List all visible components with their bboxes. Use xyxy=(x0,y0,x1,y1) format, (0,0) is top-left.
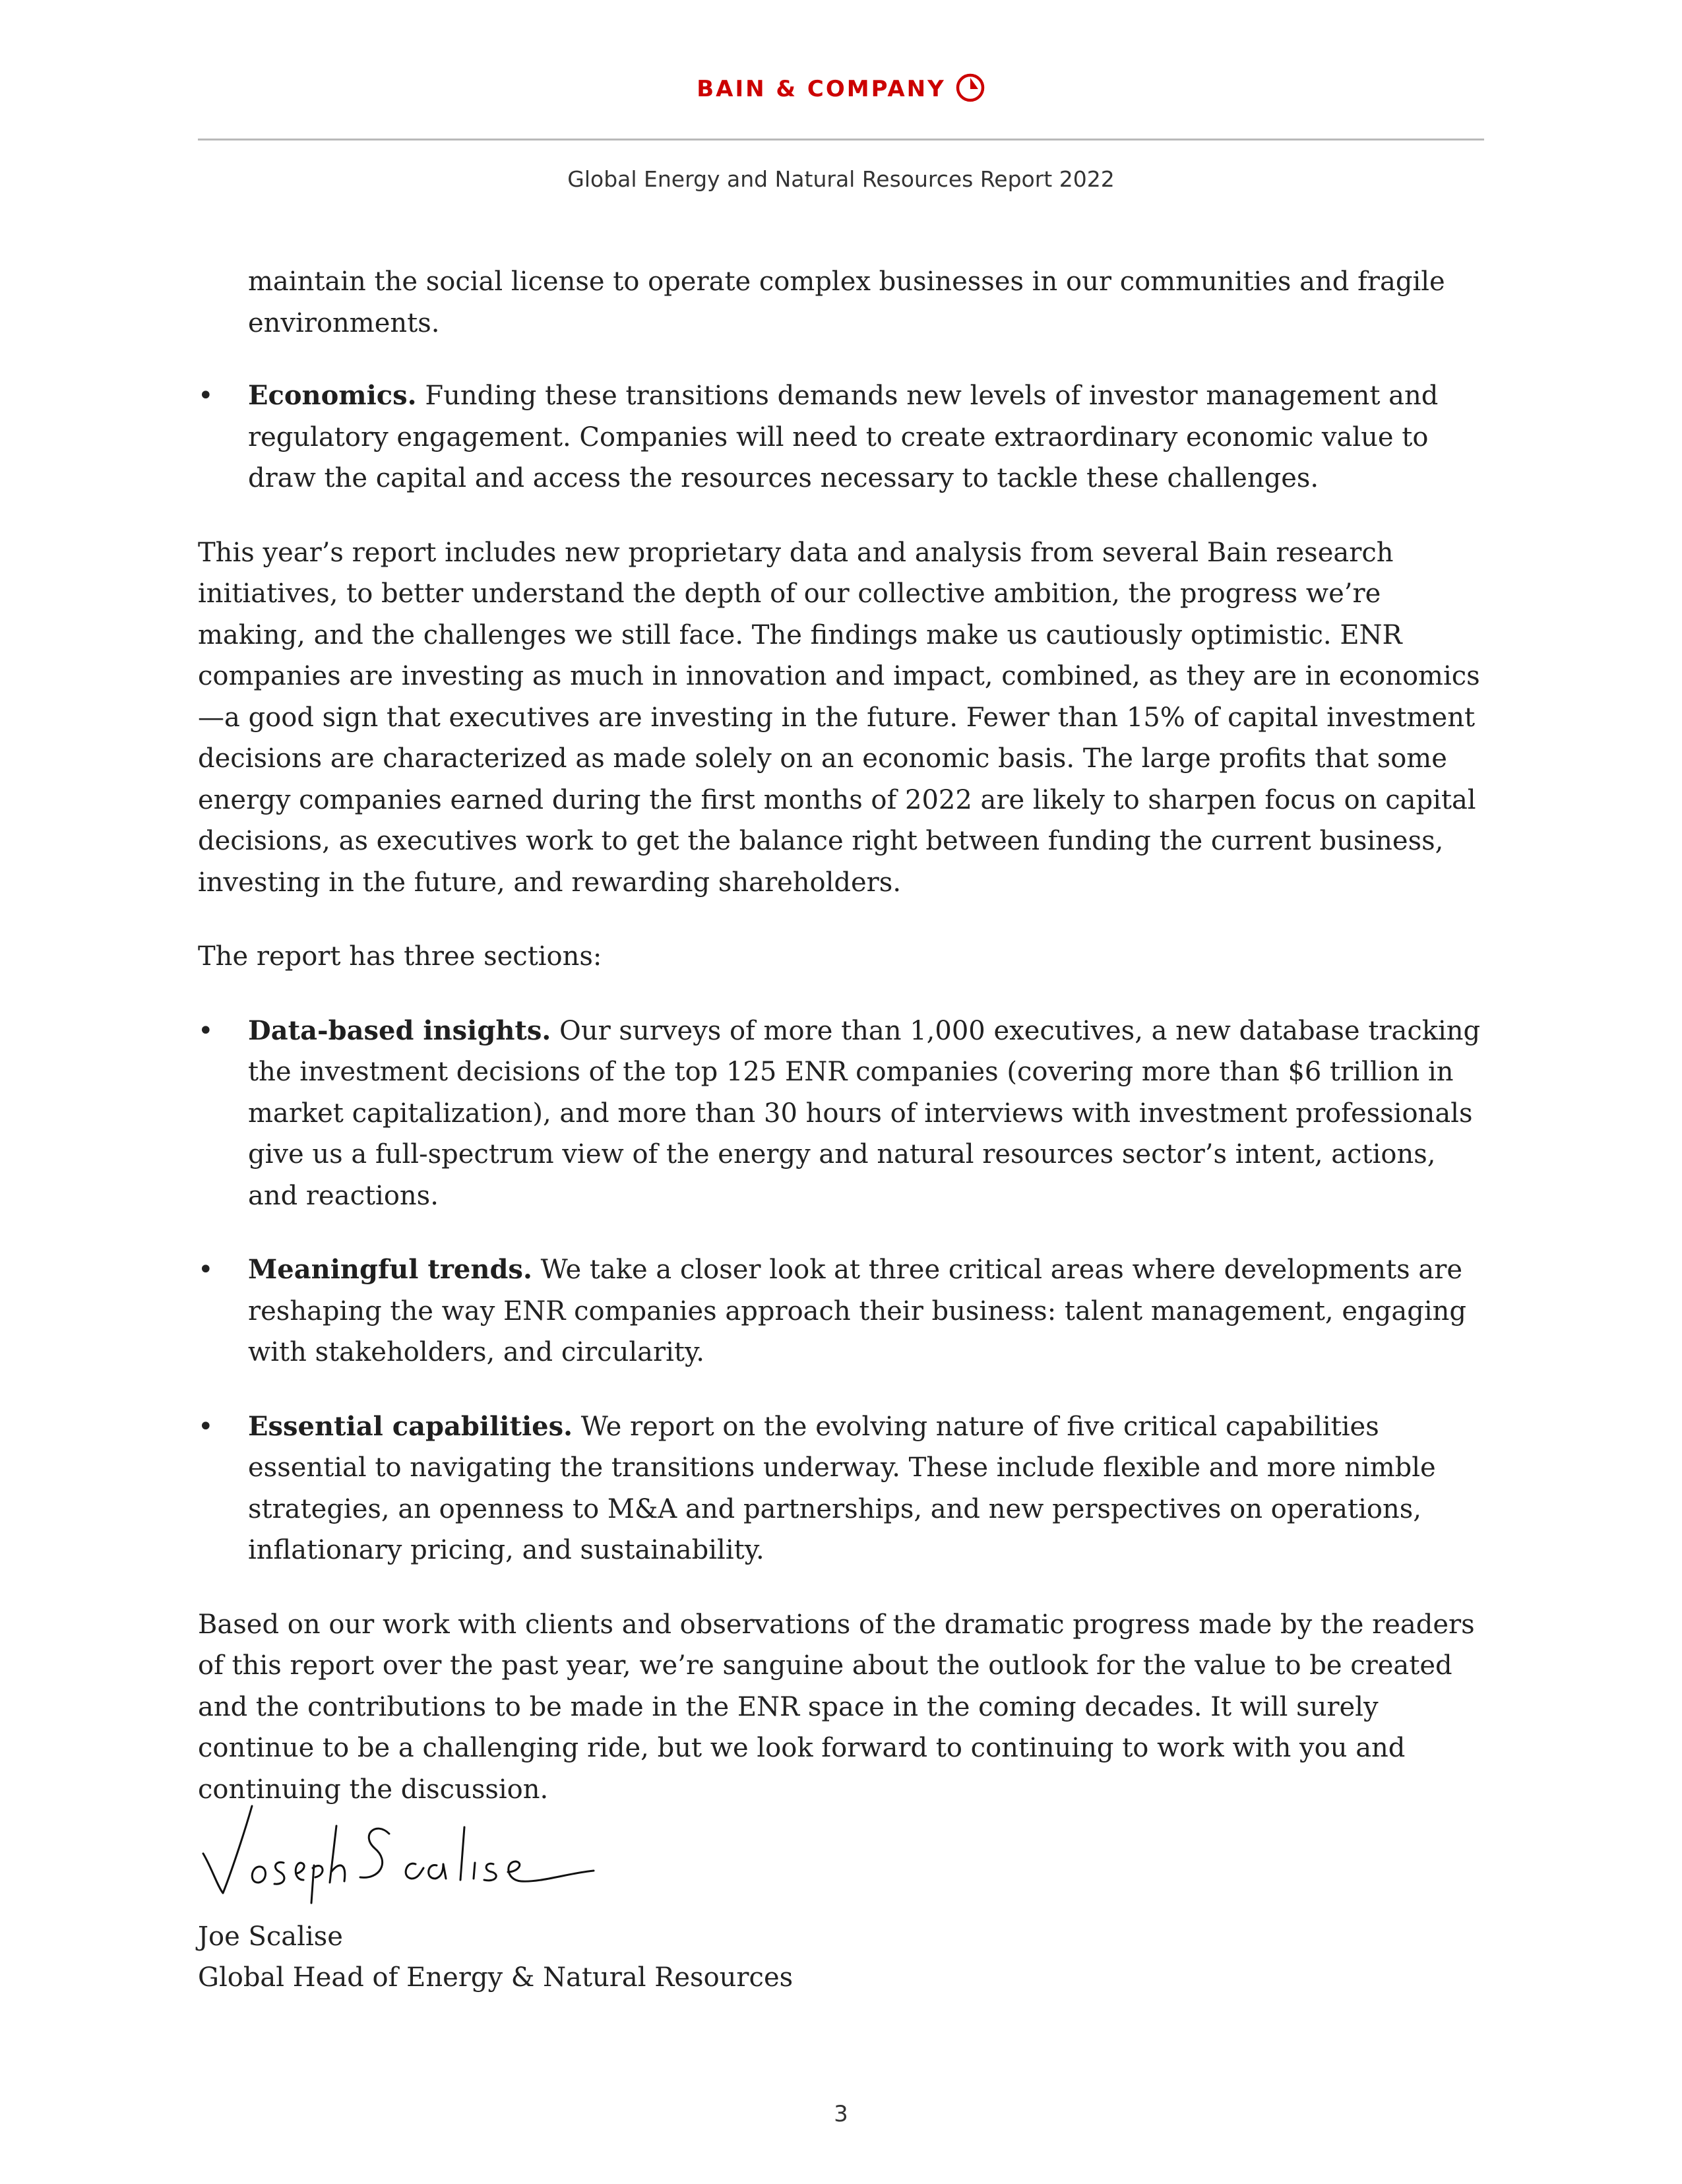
body-text xyxy=(198,261,1491,1810)
bullet-heading: Data-based insights. xyxy=(248,1014,551,1046)
signature-block xyxy=(198,1916,793,1998)
bullet-heading: Meaningful trends. xyxy=(248,1254,532,1285)
section-bullet-trends xyxy=(198,1249,1491,1373)
handwritten-signature xyxy=(198,1794,607,1913)
bullet-dot: • xyxy=(198,381,214,411)
bain-logo-icon xyxy=(955,73,985,103)
closing-paragraph: Based on our work with clients and observations of the dramatic progress made by the readers of this report over the past year, we’re sanguine about the outlook for the value to be created and the contributions to be made in the ENR space in the coming decades. It will surely continue to be a challenging ride, but we look forward to continuing to work with you and continuing the discussion. xyxy=(198,1609,1475,1805)
bullet-text: Funding these transitions demands new levels of investor management and regulatory engagement. Companies will need to create extraordinary economic value to draw the capital and access the resources necessary to tackle these challenges. xyxy=(248,381,1439,493)
sections-intro: The report has three sections: xyxy=(198,941,602,972)
economics-bullet xyxy=(198,375,1491,499)
bullet-text: We take a closer look at three critical areas where developments are reshaping the way ENR companies approach their business: talent management, engaging with stakeholders, and circularity. xyxy=(248,1255,1467,1367)
bullet-heading: Economics. xyxy=(248,380,417,411)
header-divider xyxy=(198,139,1484,140)
brand-header xyxy=(0,73,1682,105)
bullet-text: We report on the evolving nature of five critical capabilities essential to navigating the transitions underway. These include flexible and more nimble strategies, an openness to M&A and partnerships, and new perspectives on operations, inflationary pricing, and sustainability. xyxy=(248,1411,1436,1565)
bullet-heading: Essential capabilities. xyxy=(248,1410,573,1442)
intro-continuation: maintain the social license to operate complex businesses in our communities and fragile environments. xyxy=(248,266,1445,338)
page-number: 3 xyxy=(834,2101,848,2127)
signatory-name: Joe Scalise xyxy=(198,1921,343,1952)
brand-name: BAIN & COMPANY xyxy=(697,76,946,102)
report-title: Global Energy and Natural Resources Report 2022 xyxy=(567,166,1115,192)
bullet-dot: • xyxy=(198,1255,214,1285)
section-bullet-capabilities xyxy=(198,1406,1491,1571)
bullet-dot: • xyxy=(198,1411,214,1442)
bullet-text: Our surveys of more than 1,000 executives, a new database tracking the investment decisions of the top 125 ENR companies (covering more than $6 trillion in market capitalization), and more than 30 hours of interviews with investment professionals give us a full-spectrum view of the energy and natural resources sector’s intent, actions, and reactions. xyxy=(248,1015,1481,1211)
section-bullet-data-insights xyxy=(198,1011,1491,1217)
paragraph-findings: This year’s report includes new proprietary data and analysis from several Bain research initiatives, to better understand the depth of our collective ambition, the progress we’re making, and the challenges we still face. The findings make us cautiously optimistic. ENR companies are investing as much in innovation and impact, combined, as they are in economics—a good sign that executives are investing in the future. Fewer than 15% of capital investment decisions are characterized as made solely on an economic basis. The large profits that some energy companies earned during the first months of 2022 are likely to sharpen focus on capital decisions, as executives work to get the balance right between funding the current business, investing in the future, and rewarding shareholders. xyxy=(198,537,1480,898)
signatory-title: Global Head of Energy & Natural Resources xyxy=(198,1962,794,1993)
bullet-dot: • xyxy=(198,1015,214,1046)
